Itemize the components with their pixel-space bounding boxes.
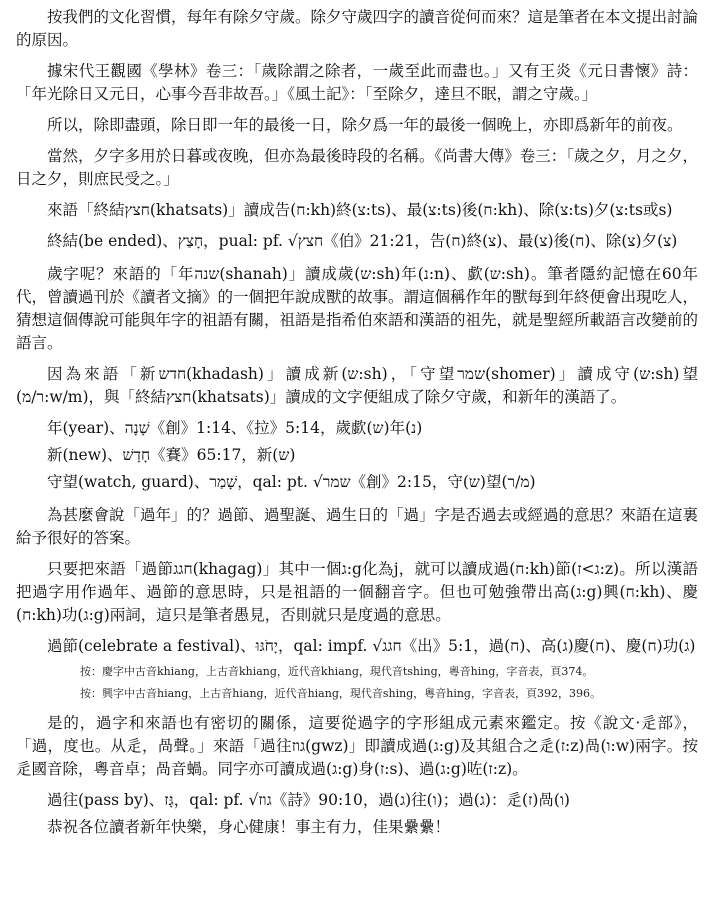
definition-new: 新(new)、חָדָשׁ《賽》65:17，新(ש) [47, 446, 296, 464]
definition-festival: 過節(celebrate a festival)、יָחֹגּוּ，qal: impf. √חגג《出》5:1，過(ח)、高(ג)慶(ח)、慶(ח)功(ג) [47, 637, 696, 655]
citation-paragraph: 據宋代王觀國《學林》卷三：「歲除謂之除者，一歲至此而盡也。」又有王炎《元日書懷》詩：「年光除日又元日，心事今吾非故吾。」《風土記》：「至除夕，達旦不眠，謂之守歲。」 [16, 62, 698, 103]
year-paragraph: 歲字呢？來語的「年שנה(shanah)」讀成歲(ש:sh)年(נ:n)、歔(ש:sh)。筆者隱約記憶在60年代，曾讀過刊於《讀者文摘》的一個把年說成獸的故事。謂這個稱作年的獸每到年終便會出現吃人，猜想這個傳說可能與年字的祖語有關，祖語是指希伯來語和漢語的祖先，就是聖經所載語言改變前的語言。 [16, 265, 699, 352]
definition-pass-by: 過往(pass by)、גָּז，qal: pf. √גוז《詩》90:10，過(ג)往(ו)；過(ג)：辵(ז)咼(ו) [47, 791, 570, 809]
new-watch-paragraph: 因為來語「新חדש(khadash)」讀成新(ש:sh)，「守望שמר(shomer)」讀成守(ש:sh)望(ר/מ:w/m)，與「終結חצץ(khatsats)」讀成的文字便組成了除夕守歲，和新年的漢語了。 [16, 365, 698, 406]
definition-year: 年(year)、שָׁנָה《創》1:14、《拉》5:14，歲歔(ש)年(נ) [47, 419, 423, 437]
hebrew-end-paragraph: 來語「終結חצץ(khatsats)」讀成告(ח:kh)終(צ:ts)、最(צ:ts)後(ח:kh)、除(צ:ts)夕(צ:ts或s) [47, 201, 673, 219]
definition-end: 終結(be ended)、חָצַץ，pual: pf. √חצץ《伯》21:21，告(ח)終(צ)、最(צ)後(ח)、除(צ)夕(צ) [47, 232, 678, 250]
character-form-paragraph: 是的，過字和來語也有密切的關係，這要從過字的字形組成元素來鑑定。按《說文·辵部》，「過，度也。从辵，咼聲。」來語「過往גוז(gwz)」即讀成過(ג:g)及其組合之辵(ז:z)咼(ו:w)兩字。按辵國音除，粵音卓；咼音蝸。同字亦可讀成過(ג:g)身(ז:s)、過(ג:g)咗(ז:z)。 [16, 714, 698, 778]
explanation-paragraph: 所以，除即盡頭，除日即一年的最後一日，除夕爲一年的最後一個晚上，亦即爲新年的前夜。 [47, 116, 683, 134]
footnote-rise: 按：興字中古音hiang，上古音hiang，近代音hiang，現代音shing，粵音hing，字音表，頁392，396。 [80, 687, 601, 700]
evening-paragraph: 當然，夕字多用於日暮或夜晚，但亦為最後時段的名稱。《尚書大傳》卷三：「歲之夕，月之夕，日之夕，則庶民受之。」 [16, 147, 699, 188]
closing-greeting: 恭祝各位讀者新年快樂，身心健康！事主有力，佳果纍纍！ [47, 818, 451, 836]
festival-paragraph: 只要把來語「過節חגג(khagag)」其中一個ג:g化為j，就可以讀成過(ח:kh)節(ג>ז:z)。所以漢語把過字用作過年、過節的意思時，只是祖語的一個翻音字。但也可勉強帶出高(ג:g)興(ח:kh)、慶(ח:kh)功(ג:g)兩詞，這只是筆者愚見，否則就只是度過的意思。 [16, 560, 698, 624]
definition-watch: 守望(watch, guard)、שָׁמַר，qal: pt. √שמר《創》2:15，守(ש)望(מ/ר) [47, 473, 536, 491]
footnote-celebrate: 按：慶字中古音khiang，上古音khiang，近代音khiang，現代音tshing，粵音hing，字音表，頁374。 [80, 665, 594, 678]
passing-question-paragraph: 為甚麼會說「過年」的？過節、過聖誕、過生日的「過」字是否過去或經過的意思？來語在這裏給予很好的答案。 [16, 506, 699, 547]
intro-paragraph: 按我們的文化習慣，每年有除夕守歲。除夕守歲四字的讀音從何而來？這是筆者在本文提出討論的原因。 [16, 8, 699, 49]
